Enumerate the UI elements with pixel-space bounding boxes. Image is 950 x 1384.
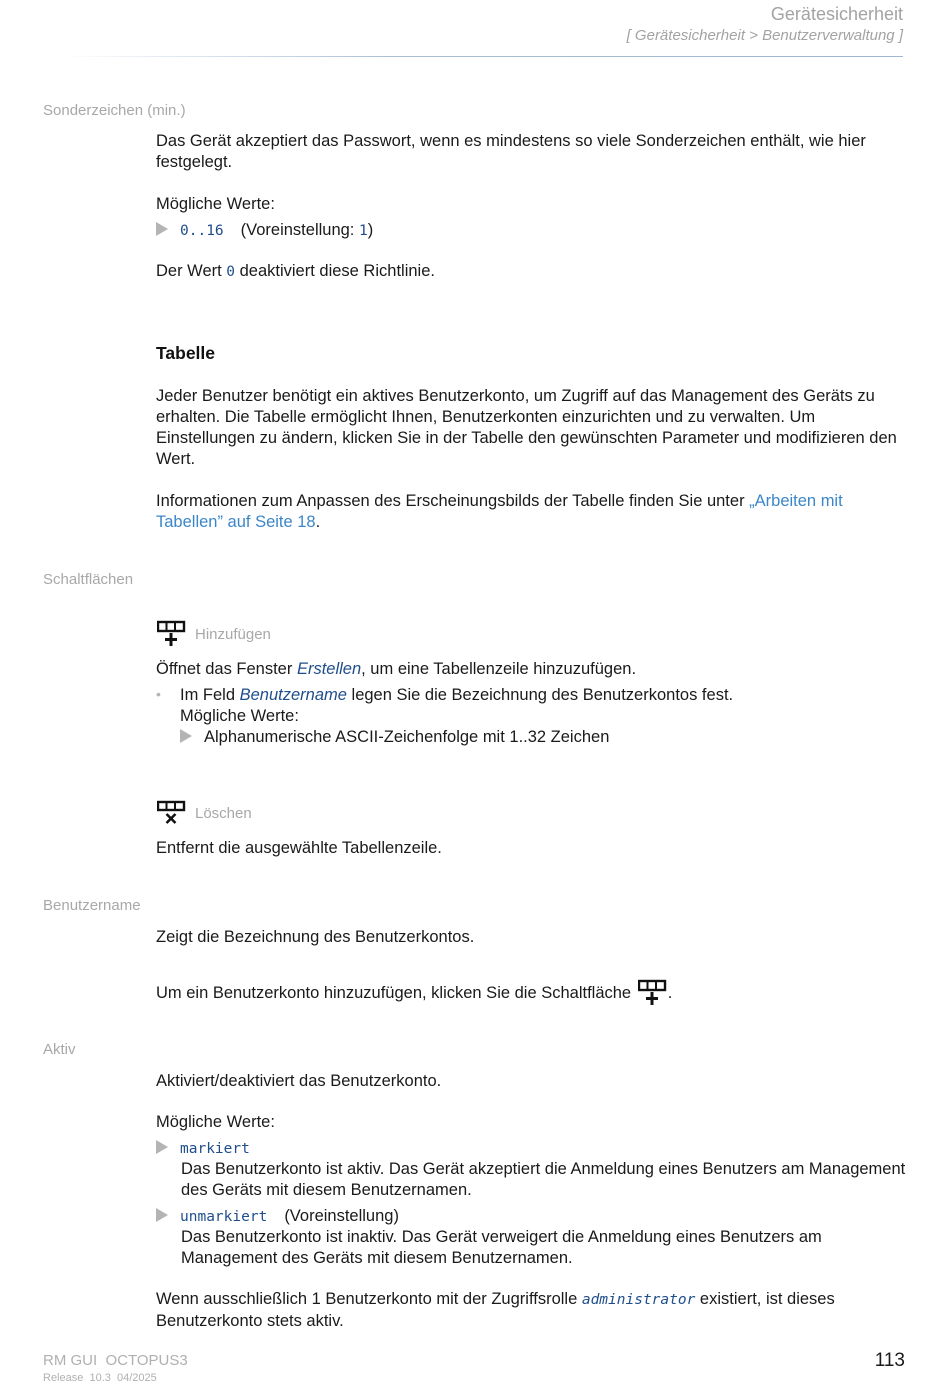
sonderzeichen-note bbox=[156, 261, 906, 283]
table-add-icon bbox=[638, 979, 668, 1007]
param-label-schaltflaechen: Schaltflächen bbox=[43, 571, 134, 588]
triangle-right-icon bbox=[180, 729, 192, 743]
note-post: existiert, ist dieses Benutzerkonto stets aktiv. bbox=[156, 1290, 835, 1330]
benutzername-hint bbox=[156, 979, 906, 1007]
triangle-right-icon bbox=[156, 1140, 168, 1154]
para2-pre: Informationen zum Anpassen des Erscheinungsbilds der Tabelle finden Sie unter bbox=[156, 492, 750, 510]
param-label-aktiv: Aktiv bbox=[43, 1041, 76, 1058]
item-post: legen Sie die Bezeichnung des Benutzerkontos fest. bbox=[346, 686, 734, 704]
bullet-dot: • bbox=[156, 686, 161, 702]
ui-field-benutzername: Benutzername bbox=[239, 686, 347, 704]
table-add-icon bbox=[157, 620, 187, 648]
note-pre: Wenn ausschließlich 1 Benutzerkonto mit der Zugriffsrolle bbox=[156, 1290, 582, 1308]
tabelle-paragraph-1: Jeder Benutzer benötigt ein aktives Benutzerkonto, um Zugriff auf das Management des Geräts zu erhalten. Die Tabelle ermöglicht Ihnen, Benutzerkonten einzurichten und zu verwalten. Um Einstellungen zu ändern, klicken Sie in der Tabelle den gewünschten Parameter und modifizieren den Wert. bbox=[156, 387, 897, 468]
sonderzeichen-values-label: Mögliche Werte: bbox=[156, 195, 275, 213]
delete-button-label: Löschen bbox=[195, 805, 252, 822]
aktiv-description: Aktiviert/deaktiviert das Benutzerkonto. bbox=[156, 1072, 442, 1090]
sonderzeichen-description: Das Gerät akzeptiert das Passwort, wenn es mindestens so viele Sonderzeichen enthält, wie hier festgelegt. bbox=[156, 132, 866, 171]
hint-post: . bbox=[667, 984, 673, 1002]
note-post: deaktiviert diese Richtlinie. bbox=[235, 262, 435, 280]
aktiv-option-markiert bbox=[156, 1138, 906, 1160]
benutzername-description: Zeigt die Bezeichnung des Benutzerkontos. bbox=[156, 928, 475, 946]
add-desc-pre: Öffnet das Fenster bbox=[156, 660, 297, 678]
tabelle-paragraph-2 bbox=[156, 491, 906, 533]
add-button-label: Hinzufügen bbox=[195, 626, 271, 643]
param-label-benutzername: Benutzername bbox=[43, 897, 141, 914]
add-values-label: Mögliche Werte: bbox=[180, 707, 299, 725]
add-value-text: Alphanumerische ASCII-Zeichenfolge mit 1..32 Zeichen bbox=[204, 728, 610, 746]
page-number: 113 bbox=[874, 1350, 905, 1371]
add-description bbox=[156, 659, 906, 680]
value-range: 0..16 bbox=[180, 223, 224, 239]
footer-release: Release 10.3 04/2025 bbox=[43, 1372, 157, 1384]
breadcrumb: [ Gerätesicherheit > Benutzerverwaltung ] bbox=[626, 27, 903, 44]
cross-reference-link[interactable]: „Arbeiten mit Tabellen” auf Seite 18 bbox=[156, 492, 843, 531]
sonderzeichen-value-item bbox=[156, 220, 906, 242]
add-desc-post: , um eine Tabellenzeile hinzuzufügen. bbox=[361, 660, 637, 678]
aktiv-option-unmarkiert-desc: Das Benutzerkonto ist inaktiv. Das Gerät verweigert die Anmeldung eines Benutzers am Management des Geräts mit diesem Benutzernamen. bbox=[181, 1228, 822, 1267]
note-pre: Der Wert bbox=[156, 262, 227, 280]
aktiv-option-unmarkiert bbox=[156, 1206, 906, 1228]
option-unmarkiert: unmarkiert bbox=[180, 1209, 268, 1225]
table-delete-icon bbox=[157, 800, 187, 826]
item-pre: Im Feld bbox=[180, 686, 240, 704]
default-pre: (Voreinstellung: bbox=[240, 221, 359, 239]
delete-description: Entfernt die ausgewählte Tabellenzeile. bbox=[156, 839, 442, 857]
hint-pre: Um ein Benutzerkonto hinzuzufügen, klicken Sie die Schaltfläche bbox=[156, 984, 636, 1002]
note-value: 0 bbox=[226, 264, 236, 280]
footer-product: RM GUI OCTOPUS3 bbox=[43, 1352, 188, 1369]
section-heading-tabelle: Tabelle bbox=[156, 343, 216, 363]
aktiv-option-markiert-desc: Das Benutzerkonto ist aktiv. Das Gerät akzeptiert die Anmeldung eines Benutzers am Management des Geräts mit diesem Benutzernamen. bbox=[181, 1160, 906, 1199]
ui-window-erstellen: Erstellen bbox=[296, 660, 362, 678]
param-label-sonderzeichen: Sonderzeichen (min.) bbox=[43, 102, 186, 119]
header-divider bbox=[60, 56, 903, 57]
para2-post: . bbox=[315, 513, 321, 531]
add-value-item bbox=[180, 727, 906, 748]
page-header-title: Gerätesicherheit bbox=[770, 4, 903, 24]
default-post: ) bbox=[367, 221, 374, 239]
default-value: 1 bbox=[358, 223, 368, 239]
add-bullet-item bbox=[180, 685, 906, 706]
aktiv-note bbox=[156, 1289, 906, 1332]
triangle-right-icon bbox=[156, 1208, 168, 1222]
role-administrator: administrator bbox=[581, 1292, 696, 1308]
triangle-right-icon bbox=[156, 222, 168, 236]
option-default: (Voreinstellung) bbox=[284, 1207, 399, 1225]
aktiv-values-label: Mögliche Werte: bbox=[156, 1113, 275, 1131]
option-markiert: markiert bbox=[180, 1141, 250, 1157]
